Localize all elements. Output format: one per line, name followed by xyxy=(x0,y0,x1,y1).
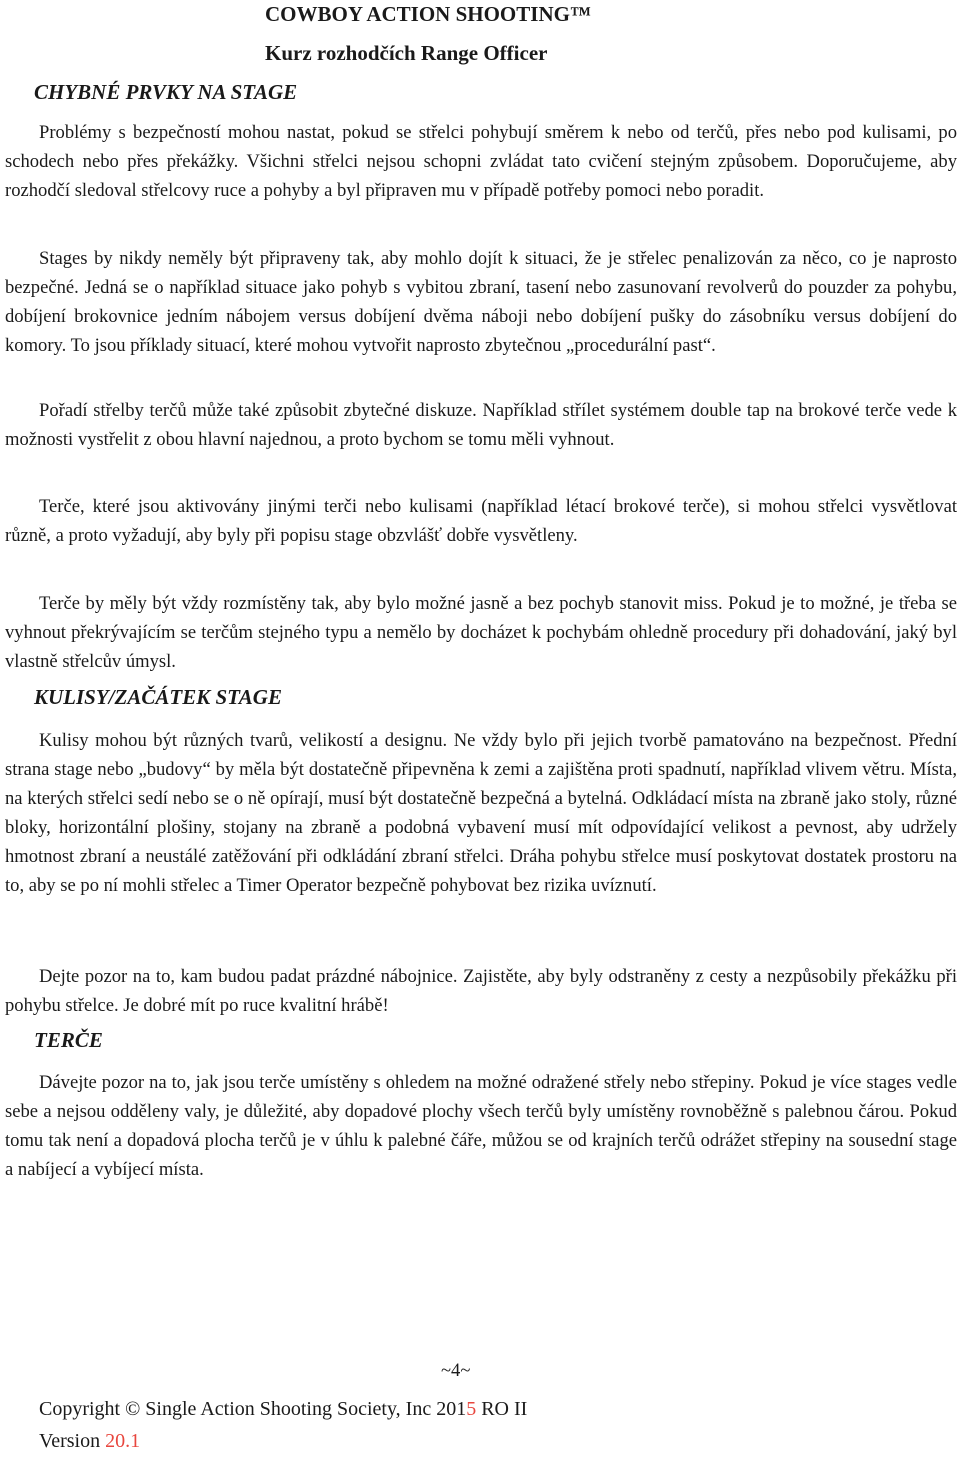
footer-version xyxy=(39,1430,140,1453)
copyright-suffix: RO II xyxy=(476,1398,528,1420)
copyright-year-digit: 5 xyxy=(466,1398,477,1420)
document-subtitle: Kurz rozhodčích Range Officer xyxy=(265,41,548,65)
version-label: Version xyxy=(39,1430,106,1452)
footer-copyright xyxy=(39,1398,527,1421)
paragraph: Dejte pozor na to, kam budou padat prázdné nábojnice. Zajistěte, aby byly odstraněny z cesty a nezpůsobily překážku při pohybu střelce. Je dobré mít po ruce kvalitní hrábě! xyxy=(5,966,957,1016)
paragraph: Terče, které jsou aktivovány jinými terči nebo kulisami (například létací brokové terče), si mohou střelci vysvětlovat různě, a proto vyžadují, aby byly při popisu stage obzvlášť dobře vysvětleny. xyxy=(5,496,957,546)
paragraph: Kulisy mohou být různých tvarů, velikostí a designu. Ne vždy bylo při jejich tvorbě pamatováno na bezpečnost. Přední strana stage nebo „budovy“ by měla být dostatečně připevněna k zemi a zajištěna proti spadnutí, například vlivem větru. Místa, na kterých střelci sedí nebo se o ně opírají, musí být dostatečně bezpečná a bytelná. Odkládací místa na zbraně jako stoly, různé bloky, horizontální plošiny, stojany na zbraně a podobná vybavení musí mít odpovídající velikost a pevnost, aby udržely hmotnost zbraní a neustálé zatěžování při odkládání zbraní střelci. Dráha pohybu střelce musí poskytovat dostatek prostoru na to, aby se po ní mohli střelec a Timer Operator bezpečně pohybovat bez rizika uvíznutí. xyxy=(5,730,957,896)
copyright-text: Copyright © Single Action Shooting Society, Inc 201 xyxy=(39,1398,467,1420)
version-number: 20.1 xyxy=(105,1430,141,1452)
paragraph: Problémy s bezpečností mohou nastat, pokud se střelci pohybují směrem k nebo od terčů, přes nebo pod kulisami, po schodech nebo přes překážky. Všichni střelci nejsou schopni zvládat tato cvičení stejným způsobem. Doporučujeme, aby rozhodčí sledoval střelcovy ruce a pohyby a byl připraven mu v případě potřeby pomoci nebo poradit. xyxy=(5,122,957,201)
paragraph: Stages by nikdy neměly být připraveny tak, aby mohlo dojít k situaci, že je střelec penalizován za něco, co je naprosto bezpečné. Jedná se o například situace jako pohyb s vybitou zbraní, tasení nebo zasunovaní revolverů do pouzder za pohybu, dobíjení brokovnice jedním nábojem versus dobíjení dvěma náboji nebo dobíjení pušky do zásobníku versus dobíjení do komory. To jsou příklady situací, které mohou vytvořit naprosto zbytečnou „procedurální past“. xyxy=(5,248,957,356)
document-title: COWBOY ACTION SHOOTING™ xyxy=(265,2,591,26)
section-heading-kulisy: KULISY/ZAČÁTEK STAGE xyxy=(34,685,282,709)
page-number: ~4~ xyxy=(441,1360,471,1381)
paragraph: Pořadí střelby terčů může také způsobit zbytečné diskuze. Například střílet systémem double tap na brokové terče vede k možnosti vystřelit z obou hlavní najednou, a proto bychom se tomu měli vyhnout. xyxy=(5,400,957,450)
paragraph: Dávejte pozor na to, jak jsou terče umístěny s ohledem na možné odražené střely nebo střepiny. Pokud je více stages vedle sebe a nejsou odděleny valy, je důležité, aby dopadové plochy všech terčů byly umístěny rovnoběžně s palebnou čárou. Pokud tomu tak není a dopadová plocha terčů je v úhlu k palebné čáře, můžou se od krajních terčů odrážet střepiny na sousední stage a nabíjecí a vybíjecí místa. xyxy=(5,1072,957,1180)
paragraph: Terče by měly být vždy rozmístěny tak, aby bylo možné jasně a bez pochyb stanovit miss. Pokud je to možné, je třeba se vyhnout překrývajícím se terčům stejného typu a nemělo by docházet k pochybám ohledně procedury při dohadování, jaký byl vlastně střelcův úmysl. xyxy=(5,593,957,672)
section-heading-chybne-prvky: CHYBNÉ PRVKY NA STAGE xyxy=(34,80,298,104)
section-heading-terce: TERČE xyxy=(34,1028,103,1052)
